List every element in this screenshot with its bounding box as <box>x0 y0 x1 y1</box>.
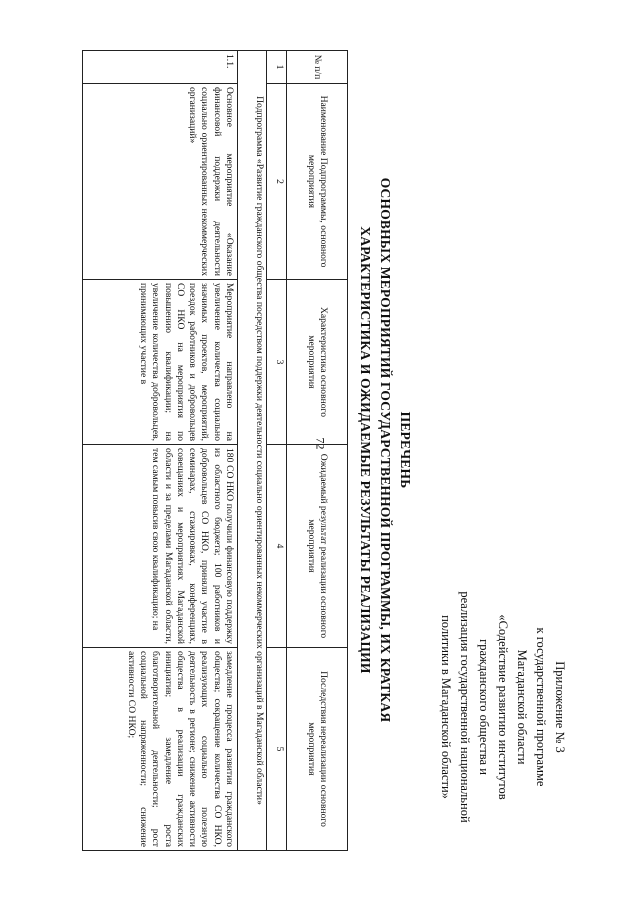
appendix-line: гражданского общества и <box>477 639 491 775</box>
table-row <box>83 51 238 851</box>
row-consequences: замедление процесса развития гражданского общества; сокращение количества СО НКО, реализующих социально полезную деятельность в регионе; снижение активности общества в реализации гражданских инициатив; замедление роста благотворительной деятельности; рост социальной напряженности; снижение активности СО НКО; <box>83 648 238 851</box>
row-characteristic: Мероприятие направлено на увеличение количества социально значимых проектов, мероприятий, поездок работников и добровольцев СО НКО на мероприятия по повышению квалификации; на увеличение количества добровольцев, принимающих участие в <box>83 280 238 445</box>
header-cell-consequences: Последствия нереализации основного мероприятия <box>287 648 348 851</box>
appendix-line: к государственной программе <box>534 627 548 787</box>
subprogram-title: Подпрограмма «Развитие гражданского общества посредством поддержки деятельности социально ориентированных некоммерческих организаций в Магаданской области» <box>238 51 267 851</box>
document-title <box>355 60 415 840</box>
appendix-line: Магаданской области <box>515 649 529 765</box>
appendix-note <box>436 527 569 887</box>
title-line: ХАРАКТЕРИСТИКА И ОЖИДАЕМЫЕ РЕЗУЛЬТАТЫ РЕАЛИЗАЦИИ <box>358 226 373 674</box>
subprogram-row <box>238 51 267 851</box>
title-line: ОСНОВНЫХ МЕРОПРИЯТИЙ ГОСУДАРСТВЕННОЙ ПРОГРАММЫ, ИХ КРАТКАЯ <box>378 177 393 723</box>
page-number: 72 <box>313 437 328 450</box>
header-cell-result: Ожидаемый результат реализации основного мероприятия <box>287 445 348 648</box>
title-line: ПЕРЕЧЕНЬ <box>398 411 413 489</box>
appendix-line: «Содействие развитию институтов <box>496 614 510 800</box>
column-number: 4 <box>267 445 287 648</box>
column-number: 2 <box>267 84 287 280</box>
column-number: 5 <box>267 648 287 851</box>
appendix-line: Приложение № 3 <box>553 661 567 753</box>
column-number: 1 <box>267 51 287 84</box>
row-result: 180 СО НКО получили финансовую поддержку из областного бюджета; 100 работников и добровольцев СО НКО, приняли участие в семинарах, стажировках, конференциях, совещаниях и мероприятиях Магаданской области и за пределами Магаданской области, тем самым повысив свою квалификацию; на <box>83 445 238 648</box>
measures-table <box>82 50 348 851</box>
appendix-line: реализация государственной национальной <box>458 591 472 823</box>
row-name: Основное мероприятие «Оказание финансовой поддержки деятельности социально ориентированных некоммерческих организаций» <box>83 84 238 280</box>
row-number: 1.1. <box>83 51 238 84</box>
column-number: 3 <box>267 280 287 445</box>
column-number-row <box>267 51 287 851</box>
appendix-line: политики в Магаданской области» <box>439 615 453 799</box>
table-header-row <box>287 51 348 851</box>
header-cell-characteristic: Характеристика основного мероприятия <box>287 280 348 445</box>
header-cell-number: № п/п <box>287 51 348 84</box>
header-cell-name: Наименование Подпрограммы, основного мероприятия <box>287 84 348 280</box>
